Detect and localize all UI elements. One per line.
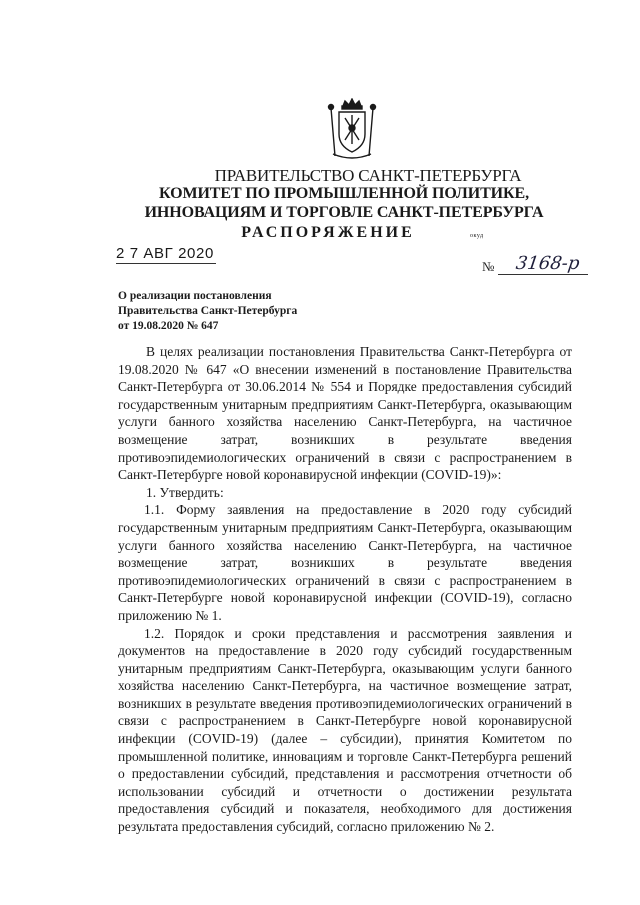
subject-line-3: от 19.08.2020 № 647 bbox=[118, 320, 219, 332]
number-value-handwritten: 3168-р bbox=[514, 253, 581, 274]
document-type: РАСПОРЯЖЕНИЕ bbox=[241, 224, 415, 241]
coat-of-arms-icon bbox=[325, 98, 379, 162]
item-1-2: 1.2. Порядок и сроки представления и рассмотрения заявления и документов на предоставление в 2020 году субсидий государственным унитарным предприятиям Санкт-Петербурга, оказывающим услуги банного хозяйства населению Санкт-Петербурга, на частичное возмещение затрат, возникших в результате введения противоэпидемиологических ограничений в связи с распространением в Санкт-Петербурге новой коронавирусной инфекции (COVID-19) (далее – субсидии), принятия Комитетом по промышленной политике, инновациям и торговле Санкт-Петербурга решений о предоставлении субсидий, представления и рассмотрения отчетности об использовании субсидий и отчетности о достижении результата предоставления субсидий и показателя, необходимого для достижения результата предоставления субсидий, согласно приложению № 2. bbox=[118, 625, 572, 835]
document-date: 2 7 АВГ 2020 bbox=[116, 245, 214, 262]
document-body bbox=[118, 343, 572, 836]
subject-line-2: Правительства Санкт-Петербурга bbox=[118, 305, 298, 317]
intro-paragraph: В целях реализации постановления Правительства Санкт-Петербурга от 19.08.2020 № 647 «О внесении изменений в постановление Правительства Санкт-Петербурга от 30.06.2014 № 554 и Порядке предоставления субсидий государственным унитарным предприятиям Санкт-Петербурга, оказывающим услуги банного хозяйства населению Санкт-Петербурга, на частичное возмещение затрат, возникших в результате введения противоэпидемиологических ограничений в связи с распространением в Санкт-Петербурге новой коронавирусной инфекции (COVID-19)»: bbox=[118, 344, 572, 483]
committee-title-line-1: КОМИТЕТ ПО ПРОМЫШЛЕННОЙ ПОЛИТИКЕ, bbox=[159, 185, 529, 202]
item-1: 1. Утвердить: bbox=[146, 484, 224, 500]
number-underline bbox=[498, 274, 588, 275]
subject-line-1: О реализации постановления bbox=[118, 290, 272, 302]
committee-title-line-2: ИННОВАЦИЯМ И ТОРГОВЛЕ САНКТ-ПЕТЕРБУРГА bbox=[144, 204, 544, 221]
document-number bbox=[482, 251, 588, 275]
number-sign: № bbox=[482, 259, 495, 274]
item-1-1: 1.1. Форму заявления на предоставление в 2020 году субсидий государственным унитарным предприятиям Санкт-Петербурга, оказывающим услуги банного хозяйства населению Санкт-Петербурга, на частичное возмещение затрат, возникших в результате введения противоэпидемиологических ограничений в связи с распространением в Санкт-Петербурге новой коронавирусной инфекции (COVID-19), согласно приложению № 1. bbox=[118, 502, 572, 623]
government-title: ПРАВИТЕЛЬСТВО САНКТ-ПЕТЕРБУРГА bbox=[214, 166, 522, 185]
okud-label: окуд bbox=[470, 233, 484, 239]
